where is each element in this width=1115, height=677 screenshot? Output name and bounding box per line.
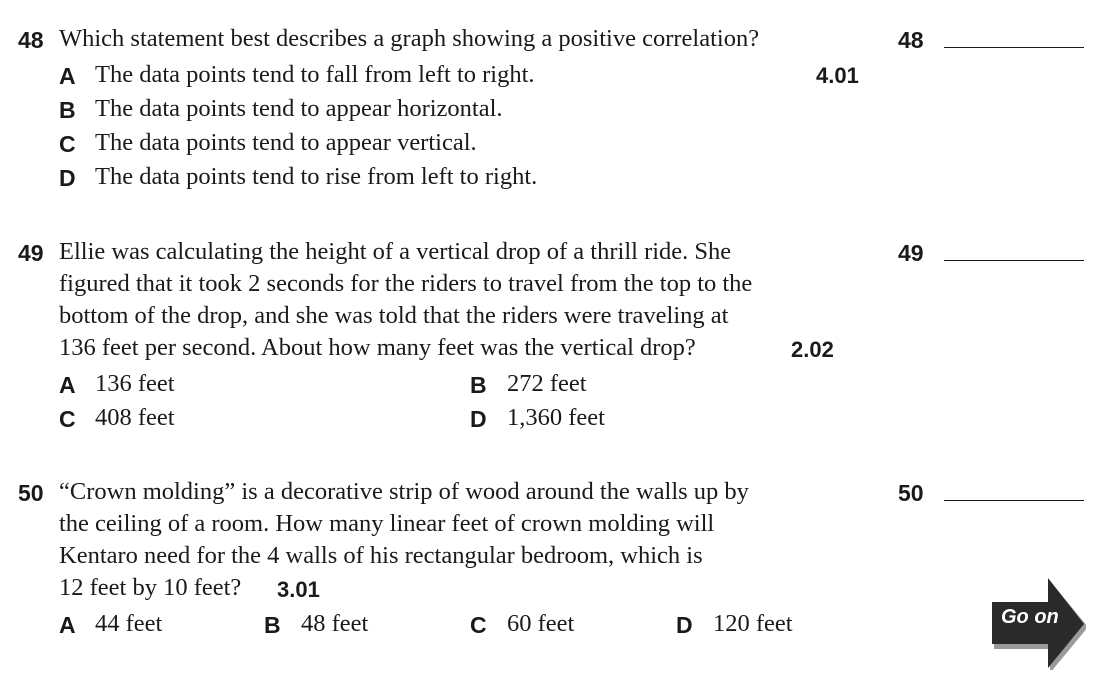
choice-text: 136 feet [95, 370, 175, 397]
choice-letter: D [676, 612, 693, 638]
choice-text: The data points tend to rise from left to right. [95, 163, 538, 190]
choice-letter: B [59, 97, 76, 123]
choice-letter: B [264, 612, 281, 638]
standard-code: 2.02 [791, 337, 834, 362]
choice-text: 48 feet [301, 610, 369, 637]
choice-text: The data points tend to fall from left to right. [95, 61, 535, 88]
question-stem-line: Ellie was calculating the height of a vertical drop of a thrill ride. She [59, 238, 732, 265]
choice-text: 1,360 feet [507, 404, 605, 431]
question-stem-line: 12 feet by 10 feet? [59, 574, 242, 601]
question-stem-line: 136 feet per second. About how many feet was the vertical drop? [59, 334, 696, 361]
answer-number: 49 [898, 240, 924, 266]
choice-letter: A [59, 612, 76, 638]
answer-blank-49[interactable] [944, 260, 1084, 261]
answer-blank-48[interactable] [944, 47, 1084, 48]
question-stem: Which statement best describes a graph showing a positive correlation? [59, 25, 760, 52]
standard-code: 4.01 [816, 63, 859, 88]
question-stem-line: figured that it took 2 seconds for the riders to travel from the top to the [59, 270, 753, 297]
answer-number: 50 [898, 480, 924, 506]
choice-text: The data points tend to appear horizontal. [95, 95, 503, 122]
choice-text: 60 feet [507, 610, 575, 637]
choice-letter: A [59, 372, 76, 398]
choice-letter: D [470, 406, 487, 432]
choice-letter: C [470, 612, 487, 638]
question-stem-line: Kentaro need for the 4 walls of his rectangular bedroom, which is [59, 542, 703, 569]
choice-letter: C [59, 131, 76, 157]
standard-code: 3.01 [277, 577, 320, 602]
question-number: 48 [18, 27, 44, 53]
choice-letter: A [59, 63, 76, 89]
choice-text: 272 feet [507, 370, 587, 397]
question-stem-line: “Crown molding” is a decorative strip of wood around the walls up by [59, 478, 749, 505]
choice-text: 44 feet [95, 610, 163, 637]
question-stem-line: the ceiling of a room. How many linear feet of crown molding will [59, 510, 715, 537]
answer-blank-50[interactable] [944, 500, 1084, 501]
question-stem-line: bottom of the drop, and she was told that the riders were traveling at [59, 302, 729, 329]
choice-letter: D [59, 165, 76, 191]
choice-letter: C [59, 406, 76, 432]
choice-text: 120 feet [713, 610, 793, 637]
go-on-label: Go on [1001, 606, 1059, 628]
question-number: 49 [18, 240, 44, 266]
answer-number: 48 [898, 27, 924, 53]
choice-text: The data points tend to appear vertical. [95, 129, 477, 156]
choice-text: 408 feet [95, 404, 175, 431]
question-number: 50 [18, 480, 44, 506]
choice-letter: B [470, 372, 487, 398]
